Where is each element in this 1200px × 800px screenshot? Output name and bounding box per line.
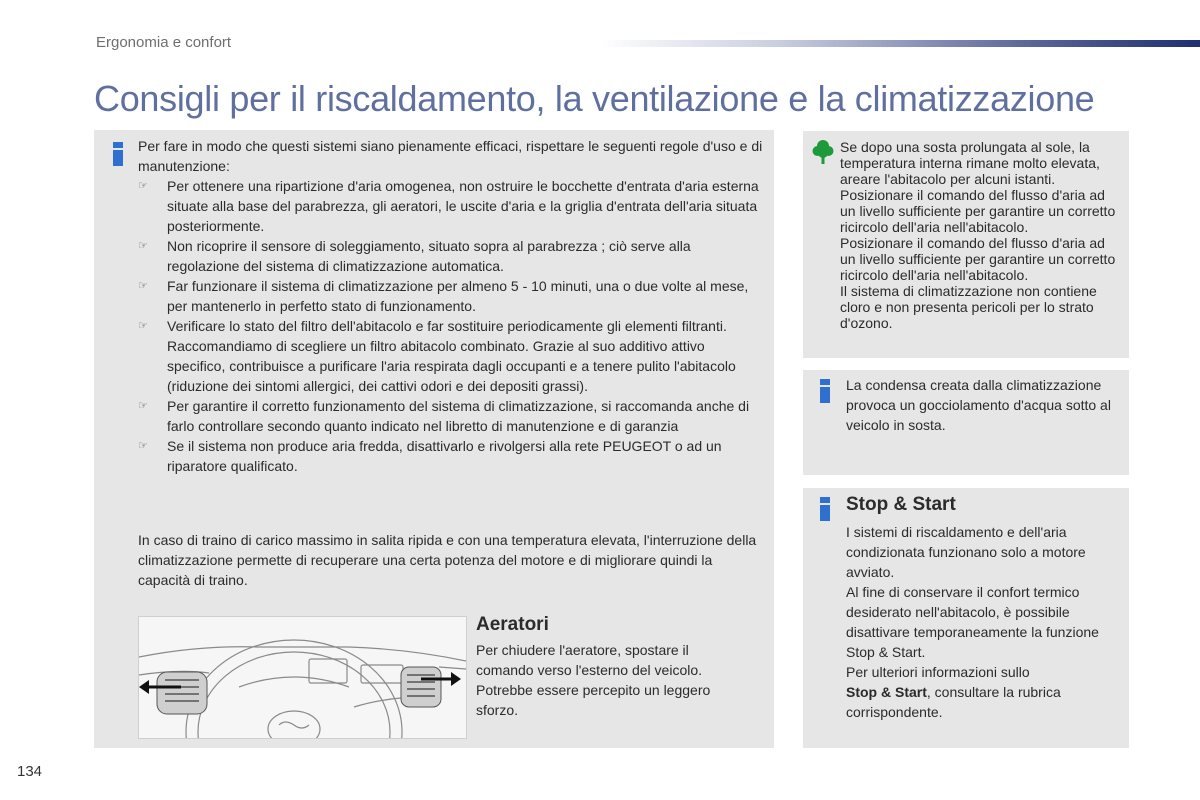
stop-start-text: [846, 522, 1121, 722]
stop-start-paragraph: [846, 682, 1121, 722]
list-item: [138, 396, 764, 436]
list-item: [138, 276, 764, 316]
bullet-hand-icon: ☞: [138, 400, 148, 412]
list-item: [138, 436, 764, 476]
filter-note: Raccomandiamo di scegliere un filtro abitacolo combinato. Grazie al suo additivo attivo specifico, contribuisce a purificare l'aria respirata dagli occupanti e a tenere pulito l'abitacolo (riduzione dei sintomi allergici, dei cattivi odori e dei depositi grassi).: [167, 338, 736, 394]
list-item-text: Se il sistema non produce aria fredda, disattivarlo e rivolgersi alla rete PEUGEOT o ad un riparatore qualificato.: [167, 438, 722, 474]
list-item-text: Per garantire il corretto funzionamento del sistema di climatizzazione, si raccomanda anche di farlo controllare secondo quanto indicato nel libretto di manutenzione e di garanzia: [167, 398, 750, 434]
header-decoration-bar: [600, 40, 1200, 47]
stop-start-paragraph: Al fine di conservare il confort termico desiderato nell'abitacolo, è possibile disattivare temporaneamente la funzione Stop & Start.: [846, 584, 1099, 660]
list-item-text: Verificare lo stato del filtro dell'abitacolo e far sostituire periodicamente gli elementi filtranti.: [167, 318, 727, 334]
list-item-text: Per ottenere una ripartizione d'aria omogenea, non ostruire le bocchette d'entrata d'aria esterna situate alla base del parabrezza, gli aeratori, le uscite d'aria e la griglia d'entrata dell'aria situata posteriormente.: [167, 178, 759, 234]
list-item-text: Far funzionare il sistema di climatizzazione per almeno 5 - 10 minuti, una o due volte al mese, per mantenerlo in perfetto stato di funzionamento.: [167, 278, 749, 314]
towing-note: In caso di traino di carico massimo in salita ripida e con una temperatura elevata, l'interruzione della climatizzazione permette di recuperare una certa potenza del motore e di migliorare quindi la capacità di traino.: [138, 532, 757, 588]
dashboard-drawing: [139, 617, 466, 738]
stop-start-reference-suffix: , consultare la rubrica corrispondente.: [846, 684, 1061, 720]
condensation-text: La condensa creata dalla climatizzazione provoca un gocciolamento d'acqua sotto al veicolo in sosta.: [846, 377, 1111, 433]
stop-start-title: Stop & Start: [846, 494, 956, 515]
stop-start-panel: [803, 488, 1129, 748]
eco-tip-panel: [803, 131, 1129, 358]
condensation-panel: [803, 370, 1129, 475]
page-title: Consigli per il riscaldamento, la ventilazione e la climatizzazione: [94, 78, 1095, 119]
list-item: [138, 176, 764, 236]
bullet-hand-icon: ☞: [138, 180, 148, 192]
list-item: [138, 316, 764, 396]
stop-start-paragraph: I sistemi di riscaldamento e dell'aria condizionata funzionano solo a motore avviato.: [846, 524, 1086, 580]
aeratori-text: Per chiudere l'aeratore, spostare il comando verso l'esterno del veicolo. Potrebbe essere percepito un leggero sforzo.: [476, 642, 711, 718]
aeratori-title: Aeratori: [476, 614, 549, 635]
dashboard-vents-illustration: [138, 616, 467, 739]
page-number: 134: [17, 763, 43, 780]
list-item: [138, 236, 764, 276]
main-advice-panel: [94, 130, 774, 748]
bullet-hand-icon: ☞: [138, 320, 148, 332]
bullet-hand-icon: ☞: [138, 240, 148, 252]
eco-leaf-icon: [812, 139, 834, 165]
list-item-text: Non ricoprire il sensore di soleggiamento, situato sopra al parabrezza ; ciò serve alla regolazione del sistema di climatizzazione automatica.: [167, 238, 691, 274]
info-icon: [819, 379, 831, 403]
eco-tip-text: Se dopo una sosta prolungata al sole, la temperatura interna rimane molto elevata, areare l'abitacolo per alcuni istanti. Posizionare il comando del flusso d'aria ad un livello sufficiente per garantire un corretto ricircolo dell'aria nell'abitacolo. Posizionare il comando del flusso d'aria ad un livello sufficiente per garantire un corretto ricircolo dell'aria nell'abitacolo. Il sistema di climatizzazione non contiene cloro e non presenta pericoli per lo strato d'ozono.: [840, 139, 1116, 331]
bullet-hand-icon: ☞: [138, 280, 148, 292]
stop-start-reference: Stop & Start: [846, 684, 927, 700]
section-label: Ergonomia e confort: [96, 34, 232, 51]
advice-list: [138, 176, 764, 476]
bullet-hand-icon: ☞: [138, 440, 148, 452]
info-icon: [819, 497, 831, 521]
intro-text: Per fare in modo che questi sistemi siano pienamente efficaci, rispettare le seguenti regole d'uso e di manutenzione:: [138, 138, 763, 174]
stop-start-paragraph: Per ulteriori informazioni sullo: [846, 664, 1030, 680]
info-icon: [112, 142, 124, 166]
